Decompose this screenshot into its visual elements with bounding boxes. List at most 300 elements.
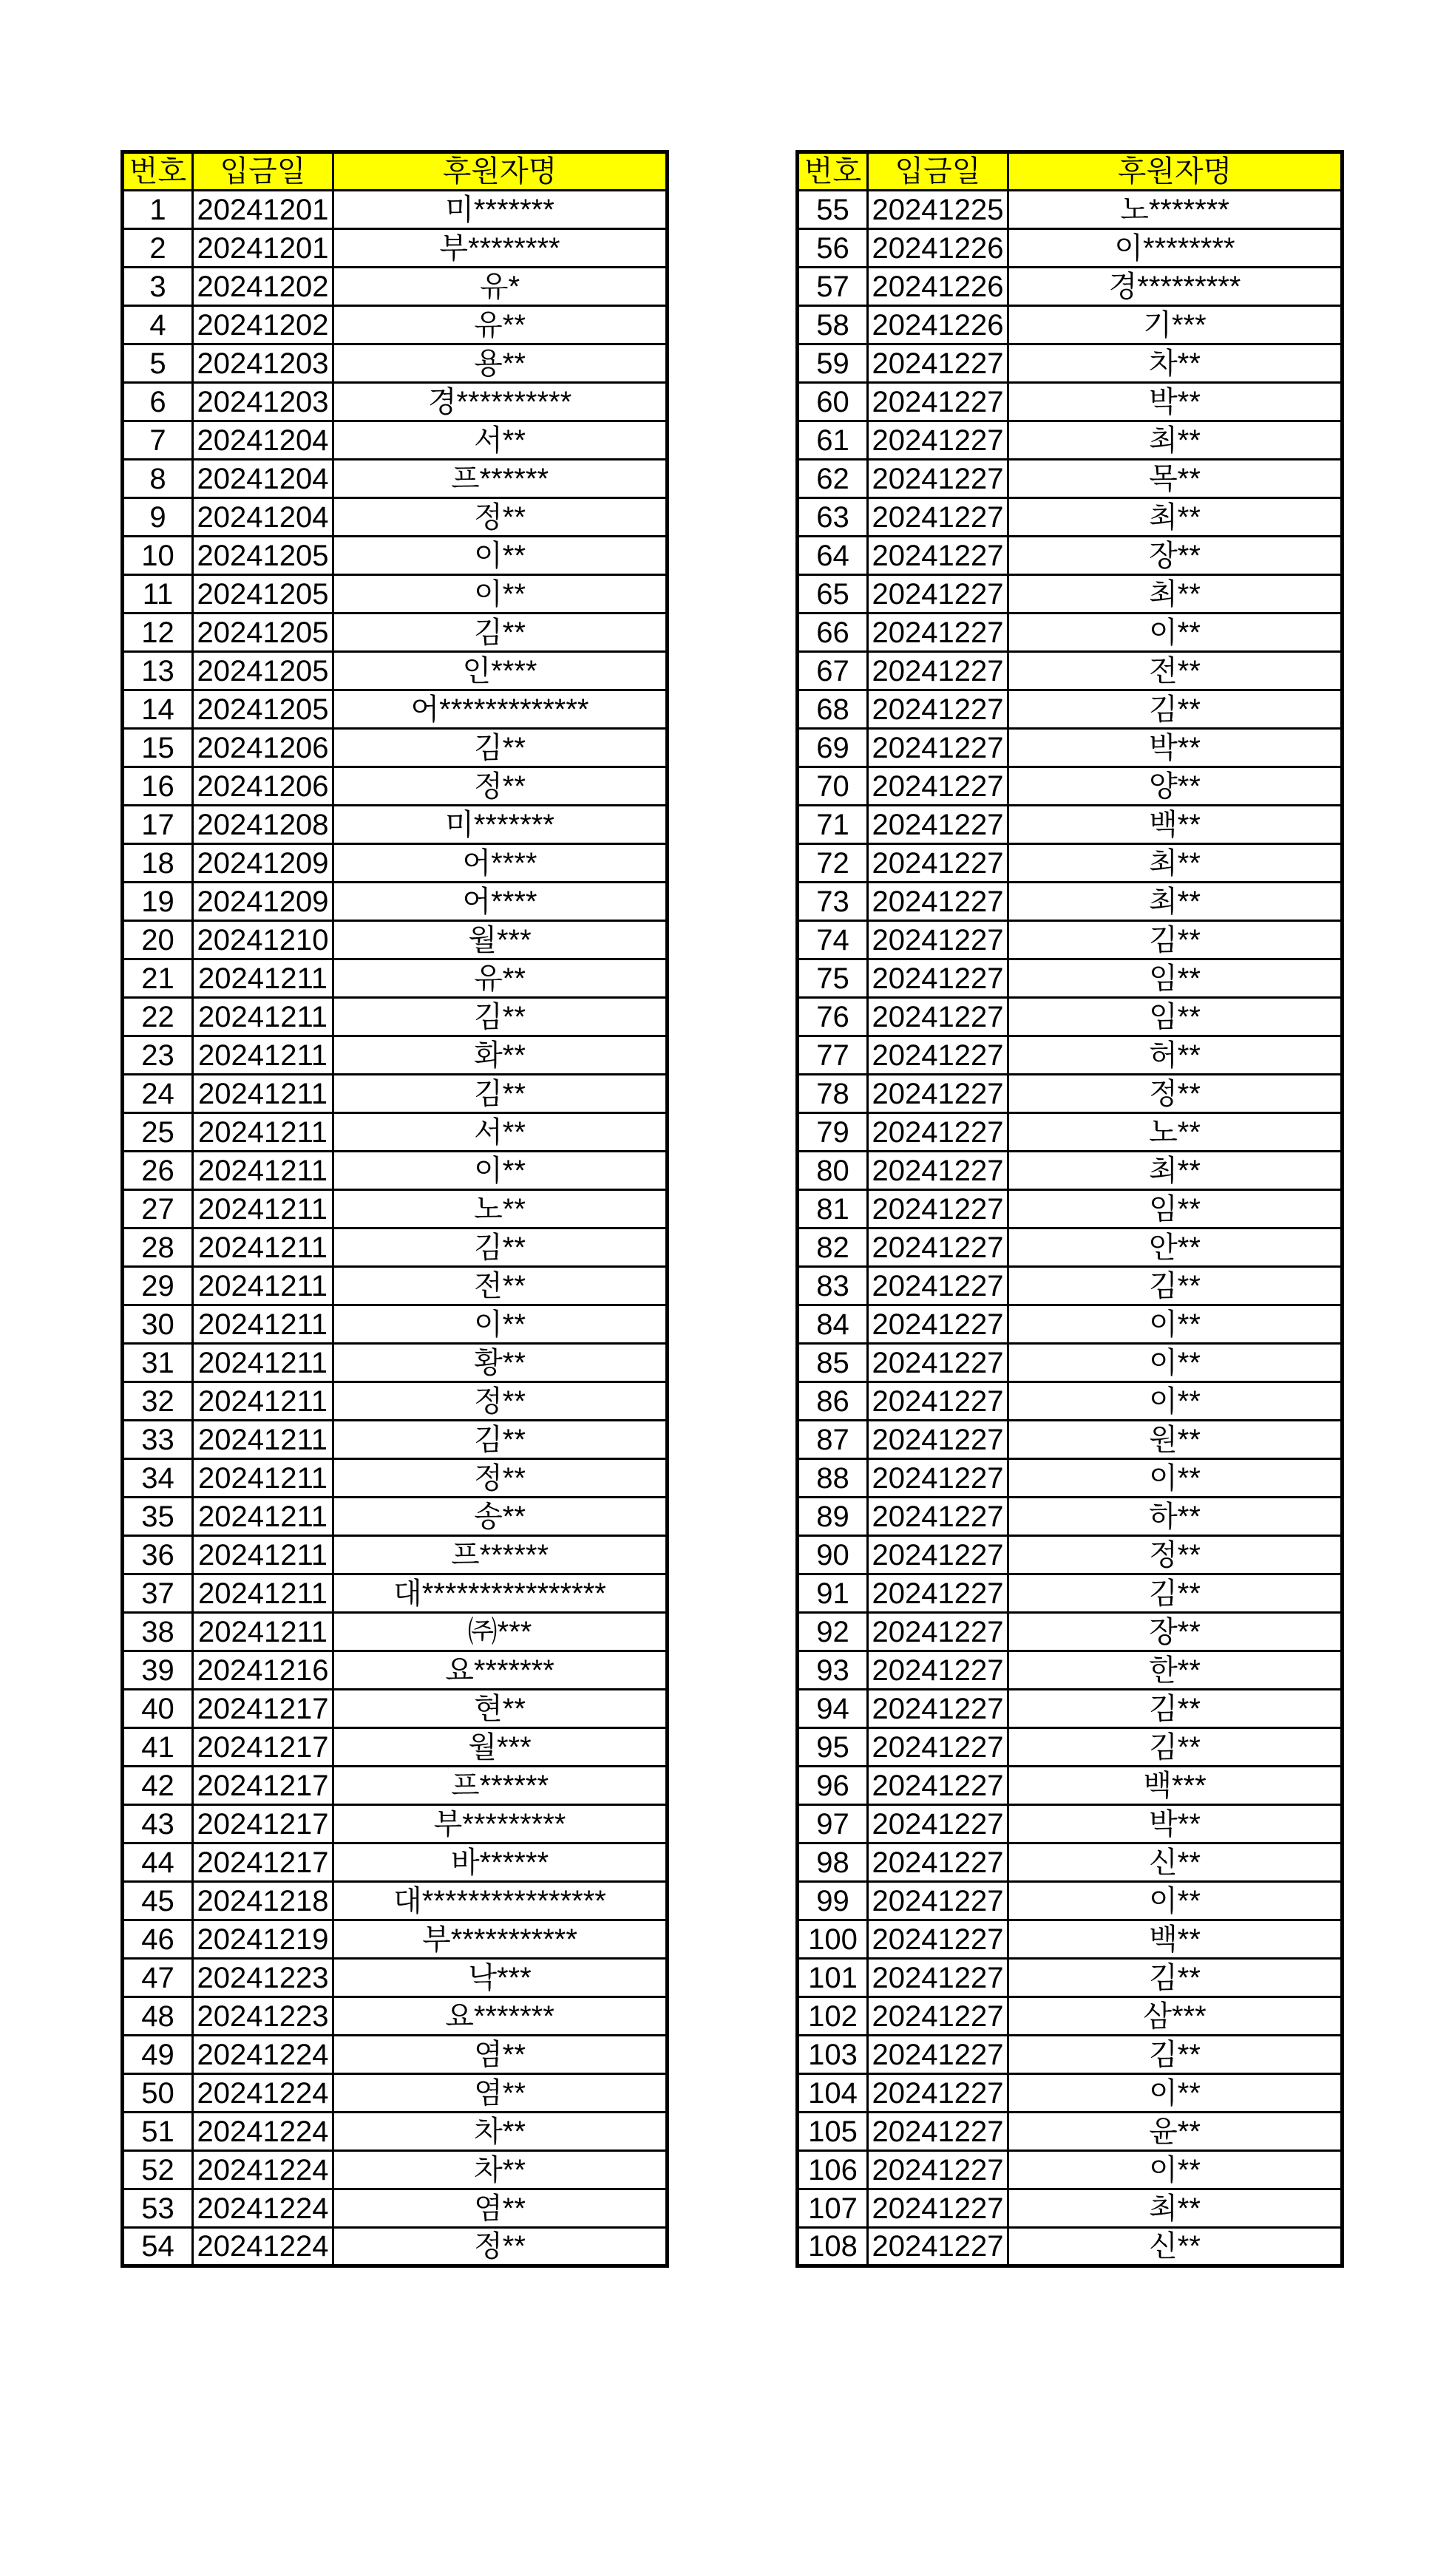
table-row [123,575,668,614]
cell-donor-name: 차** [333,2113,668,2151]
cell-deposit-date: 20241218 [193,1882,333,1920]
cell-no: 52 [123,2151,193,2189]
cell-deposit-date: 20241211 [193,1152,333,1190]
cell-deposit-date: 20241217 [193,1843,333,1882]
cell-deposit-date: 20241211 [193,1344,333,1382]
cell-donor-name: 임** [1008,959,1343,998]
cell-deposit-date: 20241227 [868,1959,1008,1997]
cell-no: 63 [798,498,868,537]
table-row [798,690,1343,729]
cell-no: 93 [798,1651,868,1690]
cell-deposit-date: 20241205 [193,690,333,729]
cell-no: 62 [798,460,868,498]
cell-no: 23 [123,1036,193,1075]
cell-deposit-date: 20241227 [868,1421,1008,1459]
cell-no: 41 [123,1728,193,1767]
cell-no: 2 [123,229,193,268]
cell-deposit-date: 20241227 [868,652,1008,690]
cell-donor-name: 경********* [1008,268,1343,306]
cell-donor-name: 양** [1008,767,1343,806]
cell-no: 75 [798,959,868,998]
table-row [123,229,668,268]
col-header-donor-name: 후원자명 [1008,152,1343,191]
cell-deposit-date: 20241227 [868,575,1008,614]
table-row [123,1152,668,1190]
cell-no: 60 [798,383,868,421]
cell-deposit-date: 20241205 [193,575,333,614]
cell-deposit-date: 20241211 [193,1113,333,1152]
cell-donor-name: 어**** [333,844,668,883]
table-row [123,1843,668,1882]
cell-deposit-date: 20241227 [868,2113,1008,2151]
cell-no: 105 [798,2113,868,2151]
cell-no: 31 [123,1344,193,1382]
cell-no: 47 [123,1959,193,1997]
table-row [123,421,668,460]
cell-deposit-date: 20241226 [868,306,1008,344]
cell-deposit-date: 20241227 [868,883,1008,921]
cell-donor-name: 김** [1008,1959,1343,1997]
table-row [798,1651,1343,1690]
cell-donor-name: 정** [333,498,668,537]
table-row [798,729,1343,767]
cell-deposit-date: 20241227 [868,1767,1008,1805]
cell-donor-name: 이** [1008,1305,1343,1344]
cell-donor-name: 김** [1008,690,1343,729]
cell-donor-name: 노** [1008,1113,1343,1152]
cell-no: 45 [123,1882,193,1920]
cell-no: 12 [123,614,193,652]
table-row [123,1113,668,1152]
cell-donor-name: 신** [1008,2228,1343,2266]
table-row [798,1997,1343,2036]
cell-deposit-date: 20241211 [193,1228,333,1267]
cell-donor-name: 김** [1008,1690,1343,1728]
table-row [123,1382,668,1421]
cell-donor-name: 서** [333,421,668,460]
cell-deposit-date: 20241227 [868,998,1008,1036]
cell-deposit-date: 20241211 [193,1574,333,1613]
cell-deposit-date: 20241227 [868,1613,1008,1651]
cell-donor-name: 최** [1008,498,1343,537]
cell-no: 77 [798,1036,868,1075]
table-row [798,1959,1343,1997]
cell-no: 82 [798,1228,868,1267]
cell-deposit-date: 20241226 [868,268,1008,306]
cell-donor-name: 기*** [1008,306,1343,344]
cell-donor-name: 정** [1008,1075,1343,1113]
table-row [798,1882,1343,1920]
table-row [798,537,1343,575]
cell-donor-name: 김** [333,614,668,652]
table-row [123,1036,668,1075]
cell-donor-name: 최** [1008,844,1343,883]
cell-deposit-date: 20241217 [193,1805,333,1843]
table-row [123,1728,668,1767]
cell-deposit-date: 20241227 [868,1075,1008,1113]
table-row [798,2036,1343,2074]
cell-no: 107 [798,2189,868,2228]
table-row [798,652,1343,690]
cell-no: 29 [123,1267,193,1305]
table-row [123,959,668,998]
cell-deposit-date: 20241227 [868,1843,1008,1882]
cell-deposit-date: 20241204 [193,498,333,537]
table-row [798,1382,1343,1421]
cell-deposit-date: 20241227 [868,2036,1008,2074]
cell-no: 102 [798,1997,868,2036]
cell-no: 32 [123,1382,193,1421]
cell-donor-name: 정** [333,1459,668,1498]
cell-deposit-date: 20241224 [193,2151,333,2189]
table-row [798,498,1343,537]
cell-donor-name: 프****** [333,1536,668,1574]
cell-no: 89 [798,1498,868,1536]
table-row [123,1882,668,1920]
cell-no: 55 [798,191,868,229]
table-row [123,344,668,383]
cell-no: 68 [798,690,868,729]
cell-deposit-date: 20241227 [868,1882,1008,1920]
cell-no: 25 [123,1113,193,1152]
cell-deposit-date: 20241211 [193,1498,333,1536]
cell-deposit-date: 20241227 [868,1382,1008,1421]
cell-no: 81 [798,1190,868,1228]
table-row [123,1305,668,1344]
cell-no: 16 [123,767,193,806]
cell-donor-name: 부********* [333,1805,668,1843]
cell-no: 80 [798,1152,868,1190]
cell-donor-name: 이** [1008,1882,1343,1920]
cell-deposit-date: 20241211 [193,959,333,998]
cell-donor-name: 윤** [1008,2113,1343,2151]
table-row [123,1651,668,1690]
cell-no: 87 [798,1421,868,1459]
cell-deposit-date: 20241211 [193,1613,333,1651]
cell-donor-name: 현** [333,1690,668,1728]
cell-donor-name: 프****** [333,1767,668,1805]
cell-deposit-date: 20241216 [193,1651,333,1690]
table-row [798,1305,1343,1344]
cell-donor-name: 목** [1008,460,1343,498]
cell-no: 51 [123,2113,193,2151]
cell-no: 73 [798,883,868,921]
table-row [798,1190,1343,1228]
cell-no: 104 [798,2074,868,2113]
cell-no: 1 [123,191,193,229]
table-row [123,2151,668,2189]
table-row [123,1920,668,1959]
cell-deposit-date: 20241202 [193,268,333,306]
cell-no: 13 [123,652,193,690]
table-row [123,306,668,344]
table-row [798,1036,1343,1075]
cell-no: 92 [798,1613,868,1651]
table-row [123,2189,668,2228]
table-row [798,1421,1343,1459]
table-row [798,1344,1343,1382]
cell-no: 5 [123,344,193,383]
cell-donor-name: 장** [1008,1613,1343,1651]
cell-donor-name: 송** [333,1498,668,1536]
cell-donor-name: 박** [1008,729,1343,767]
cell-no: 100 [798,1920,868,1959]
table-row [798,2113,1343,2151]
cell-no: 10 [123,537,193,575]
cell-no: 84 [798,1305,868,1344]
cell-donor-name: 대**************** [333,1882,668,1920]
cell-deposit-date: 20241227 [868,1920,1008,1959]
table-row [123,2074,668,2113]
cell-donor-name: 월*** [333,1728,668,1767]
header-row [123,152,668,191]
cell-deposit-date: 20241203 [193,344,333,383]
cell-donor-name: 허** [1008,1036,1343,1075]
cell-deposit-date: 20241209 [193,883,333,921]
table-row [798,575,1343,614]
table-row [798,1728,1343,1767]
table-row [798,1690,1343,1728]
table-row [798,1843,1343,1882]
cell-deposit-date: 20241203 [193,383,333,421]
cell-no: 53 [123,2189,193,2228]
cell-no: 95 [798,1728,868,1767]
cell-no: 85 [798,1344,868,1382]
col-header-donor-name: 후원자명 [333,152,668,191]
cell-donor-name: 안** [1008,1228,1343,1267]
table-body-right [798,191,1343,2266]
cell-donor-name: ㈜*** [333,1613,668,1651]
table-row [123,1767,668,1805]
cell-no: 66 [798,614,868,652]
cell-donor-name: 염** [333,2074,668,2113]
cell-donor-name: 김** [1008,2036,1343,2074]
cell-no: 96 [798,1767,868,1805]
cell-deposit-date: 20241227 [868,1498,1008,1536]
cell-deposit-date: 20241227 [868,421,1008,460]
cell-deposit-date: 20241205 [193,652,333,690]
cell-deposit-date: 20241226 [868,229,1008,268]
cell-deposit-date: 20241227 [868,614,1008,652]
table-row [123,383,668,421]
cell-deposit-date: 20241208 [193,806,333,844]
cell-deposit-date: 20241223 [193,1997,333,2036]
cell-deposit-date: 20241204 [193,460,333,498]
cell-no: 27 [123,1190,193,1228]
cell-deposit-date: 20241201 [193,229,333,268]
cell-donor-name: 부******** [333,229,668,268]
table-row [123,1997,668,2036]
cell-no: 90 [798,1536,868,1574]
cell-donor-name: 김** [1008,1267,1343,1305]
cell-deposit-date: 20241227 [868,1267,1008,1305]
table-row [798,1075,1343,1113]
table-row [123,1536,668,1574]
cell-donor-name: 김** [333,1421,668,1459]
cell-deposit-date: 20241227 [868,806,1008,844]
cell-deposit-date: 20241227 [868,1344,1008,1382]
cell-donor-name: 임** [1008,998,1343,1036]
table-row [123,1613,668,1651]
table-row [123,1805,668,1843]
table-row [798,998,1343,1036]
cell-no: 9 [123,498,193,537]
cell-donor-name: 김** [333,1228,668,1267]
cell-deposit-date: 20241206 [193,767,333,806]
cell-no: 3 [123,268,193,306]
cell-no: 64 [798,537,868,575]
table-row [123,1267,668,1305]
table-row [123,498,668,537]
cell-donor-name: 최** [1008,575,1343,614]
cell-deposit-date: 20241211 [193,1536,333,1574]
table-row [798,2228,1343,2266]
cell-no: 58 [798,306,868,344]
cell-no: 35 [123,1498,193,1536]
cell-no: 34 [123,1459,193,1498]
cell-deposit-date: 20241227 [868,767,1008,806]
cell-donor-name: 김** [1008,1728,1343,1767]
cell-deposit-date: 20241225 [868,191,1008,229]
cell-no: 20 [123,921,193,959]
cell-no: 39 [123,1651,193,1690]
donor-table-right [795,150,1344,2268]
table-row [123,652,668,690]
table-row [798,306,1343,344]
cell-deposit-date: 20241227 [868,344,1008,383]
cell-no: 19 [123,883,193,921]
cell-donor-name: 유** [333,306,668,344]
cell-no: 22 [123,998,193,1036]
table-row [798,2074,1343,2113]
table-row [798,1574,1343,1613]
table-header-right [798,152,1343,191]
table-row [123,844,668,883]
cell-donor-name: 한** [1008,1651,1343,1690]
cell-no: 44 [123,1843,193,1882]
table-row [123,268,668,306]
cell-deposit-date: 20241224 [193,2074,333,2113]
cell-deposit-date: 20241227 [868,844,1008,883]
col-header-deposit-date: 입금일 [868,152,1008,191]
table-row [798,1267,1343,1305]
col-header-deposit-date: 입금일 [193,152,333,191]
cell-no: 108 [798,2228,868,2266]
cell-deposit-date: 20241227 [868,1228,1008,1267]
cell-donor-name: 대**************** [333,1574,668,1613]
cell-deposit-date: 20241227 [868,1574,1008,1613]
cell-no: 26 [123,1152,193,1190]
cell-deposit-date: 20241227 [868,1536,1008,1574]
cell-no: 43 [123,1805,193,1843]
cell-no: 6 [123,383,193,421]
cell-no: 7 [123,421,193,460]
table-row [798,883,1343,921]
cell-no: 61 [798,421,868,460]
cell-no: 59 [798,344,868,383]
cell-donor-name: 노******* [1008,191,1343,229]
cell-donor-name: 경********** [333,383,668,421]
cell-no: 71 [798,806,868,844]
table-row [798,1152,1343,1190]
table-row [123,883,668,921]
table-row [123,1959,668,1997]
cell-deposit-date: 20241217 [193,1728,333,1767]
table-row [123,998,668,1036]
cell-donor-name: 이** [333,537,668,575]
cell-deposit-date: 20241219 [193,1920,333,1959]
cell-donor-name: 박** [1008,1805,1343,1843]
cell-no: 83 [798,1267,868,1305]
cell-donor-name: 전** [1008,652,1343,690]
cell-deposit-date: 20241211 [193,1075,333,1113]
cell-donor-name: 용** [333,344,668,383]
table-row [798,2151,1343,2189]
table-row [123,1498,668,1536]
cell-deposit-date: 20241211 [193,998,333,1036]
table-row [798,1459,1343,1498]
cell-donor-name: 최** [1008,883,1343,921]
cell-donor-name: 원** [1008,1421,1343,1459]
cell-deposit-date: 20241227 [868,690,1008,729]
cell-no: 54 [123,2228,193,2266]
cell-no: 106 [798,2151,868,2189]
cell-no: 40 [123,1690,193,1728]
cell-donor-name: 부*********** [333,1920,668,1959]
cell-donor-name: 차** [1008,344,1343,383]
table-row [798,921,1343,959]
cell-donor-name: 김** [333,1075,668,1113]
cell-no: 46 [123,1920,193,1959]
cell-donor-name: 요******* [333,1997,668,2036]
cell-donor-name: 김** [333,998,668,1036]
cell-deposit-date: 20241217 [193,1690,333,1728]
cell-donor-name: 박** [1008,383,1343,421]
cell-no: 65 [798,575,868,614]
table-row [798,1536,1343,1574]
col-header-no: 번호 [123,152,193,191]
cell-no: 103 [798,2036,868,2074]
table-row [798,806,1343,844]
cell-donor-name: 백** [1008,1920,1343,1959]
cell-no: 78 [798,1075,868,1113]
cell-deposit-date: 20241227 [868,537,1008,575]
table-row [798,191,1343,229]
table-row [123,921,668,959]
cell-donor-name: 이** [1008,1459,1343,1498]
cell-no: 94 [798,1690,868,1728]
table-row [123,537,668,575]
cell-deposit-date: 20241217 [193,1767,333,1805]
cell-deposit-date: 20241227 [868,498,1008,537]
cell-donor-name: 화** [333,1036,668,1075]
cell-deposit-date: 20241227 [868,959,1008,998]
cell-no: 76 [798,998,868,1036]
cell-deposit-date: 20241227 [868,1651,1008,1690]
table-row [123,767,668,806]
cell-no: 33 [123,1421,193,1459]
cell-deposit-date: 20241211 [193,1421,333,1459]
cell-no: 88 [798,1459,868,1498]
cell-deposit-date: 20241227 [868,1036,1008,1075]
cell-donor-name: 최** [1008,421,1343,460]
table-row [798,383,1343,421]
cell-deposit-date: 20241227 [868,1728,1008,1767]
table-row [123,1690,668,1728]
cell-deposit-date: 20241211 [193,1382,333,1421]
cell-deposit-date: 20241211 [193,1267,333,1305]
table-row [123,729,668,767]
